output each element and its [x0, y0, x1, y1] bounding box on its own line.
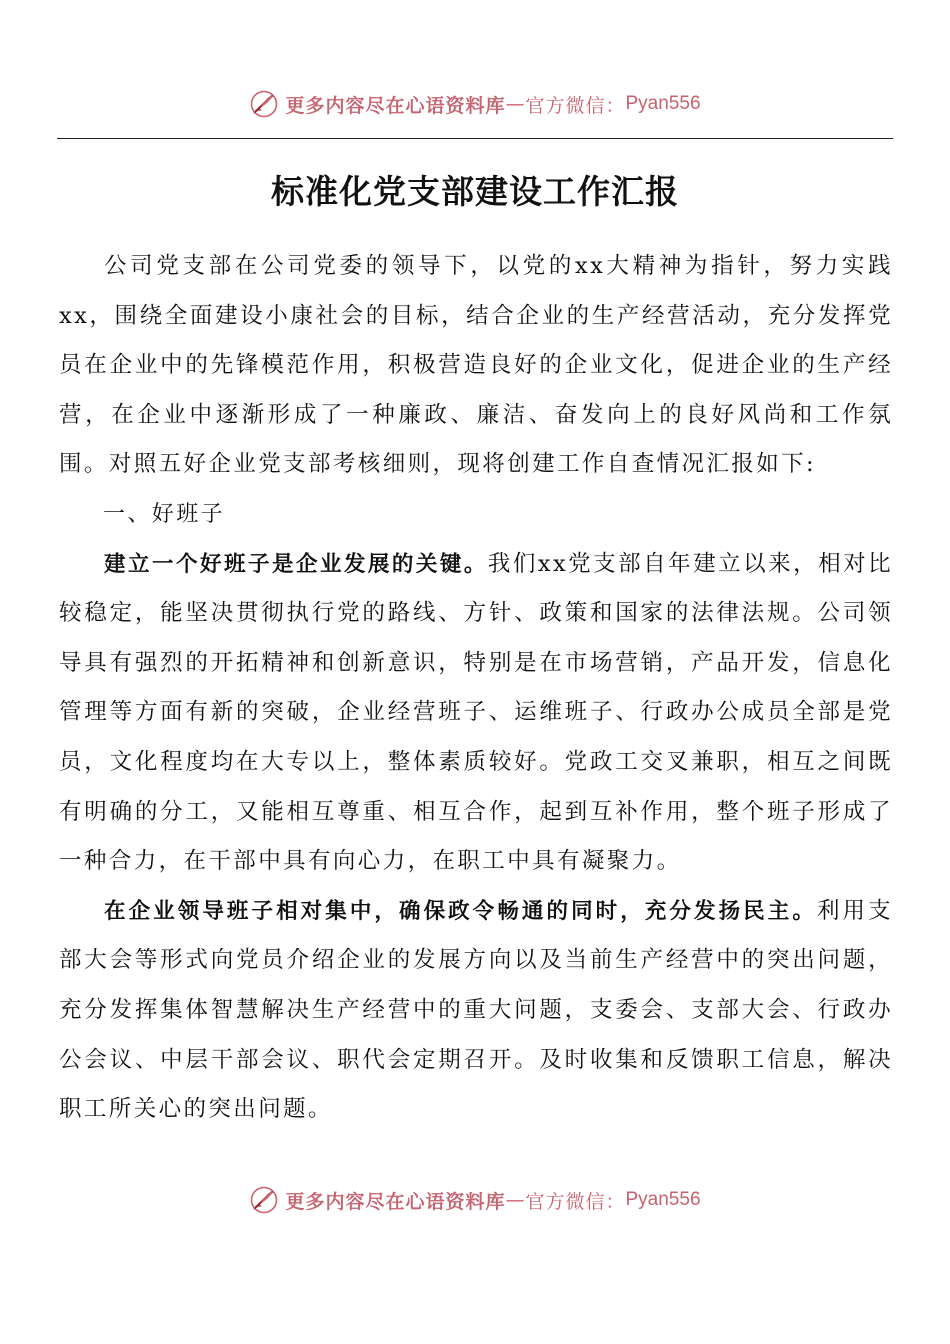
paragraph-1-lead: 建立一个好班子是企业发展的关键。 [104, 551, 488, 577]
paragraph-2-text: 利用支部大会等形式向党员介绍企业的发展方向以及当前生产经营中的突出问题，充分发挥集体智慧解决生产经营中的重大问题，支委会、支部大会、行政办公会议、中层干部会议、职代会定期召开。及时收集和反馈职工信息，解决职工所关心的突出问题。 [59, 897, 894, 1123]
banner-wechat-id: Pyan556 [625, 93, 701, 114]
section-heading: 一、好班子 [103, 501, 226, 527]
footer-watermark-banner [0, 1180, 950, 1220]
banner-wechat-label: 官方微信： [525, 94, 626, 117]
paragraph-1-text: 我们xx党支部自年建立以来，相对比较稳定，能坚决贯彻执行党的路线、方针、政策和国家的法律法规。公司领导具有强烈的开拓精神和创新意识，特别是在市场营销，产品开发，信息化管理等方面有新的突破，企业经营班子、运维班子、行政办公成员全部是党员，文化程度均在大专以上，整体素质较好。党政工交叉兼职，相互之间既有明确的分工，又能相互尊重、相互合作，起到互补作用，整个班子形成了一种合力，在干部中具有向心力，在职工中具有凝聚力。 [59, 550, 893, 875]
quill-pen-logo-icon [249, 1185, 279, 1215]
banner-brand-text: 更多内容尽在心语资料库 [285, 1190, 506, 1213]
body-paragraph-2 [59, 887, 893, 1135]
document-body [59, 242, 893, 1135]
paragraph-2-lead: 在企业领导班子相对集中，确保政令畅通的同时，充分发扬民主。 [104, 898, 817, 924]
banner-brand-text: 更多内容尽在心语资料库 [285, 94, 506, 117]
body-paragraph-1 [59, 540, 893, 887]
intro-paragraph: 公司党支部在公司党委的领导下，以党的xx大精神为指针，努力实践xx，围绕全面建设小康社会的目标，结合企业的生产经营活动，充分发挥党员在企业中的先锋模范作用，积极营造良好的企业文化，促进企业的生产经营，在企业中逐渐形成了一种廉政、廉洁、奋发向上的良好风尚和工作氛围。对照五好企业党支部考核细则，现将创建工作自查情况汇报如下: [59, 253, 893, 478]
quill-pen-logo-icon [249, 89, 279, 119]
header-watermark-banner [0, 84, 950, 124]
document-title: 标准化党支部建设工作汇报 [271, 172, 679, 211]
banner-dash: — [505, 1189, 526, 1211]
header-divider [57, 138, 893, 139]
banner-dash: — [505, 93, 526, 115]
banner-wechat-label: 官方微信： [525, 1190, 626, 1213]
banner-wechat-id: Pyan556 [625, 1189, 701, 1210]
